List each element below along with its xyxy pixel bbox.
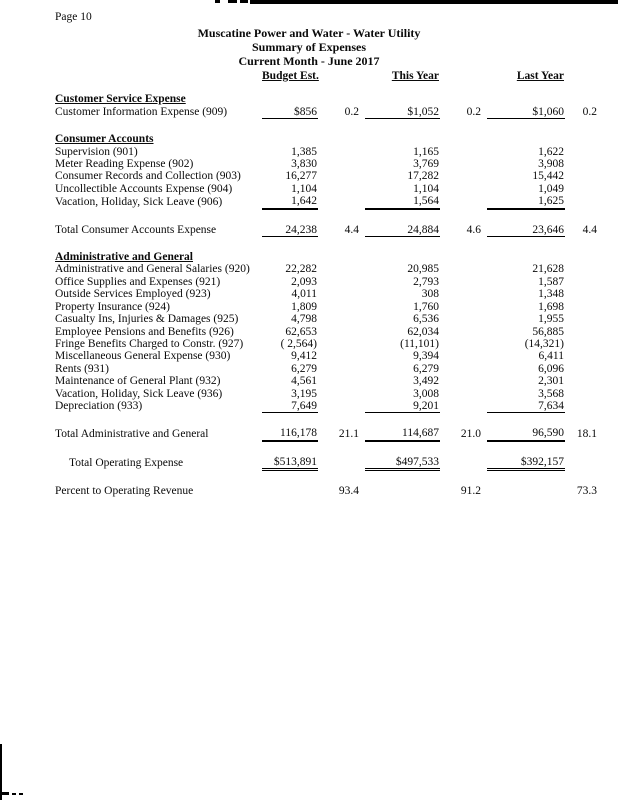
row-label: Uncollectible Accounts Expense (904) xyxy=(55,182,233,195)
budget-pct xyxy=(318,146,365,158)
this-year-pct xyxy=(440,170,487,182)
last-year-amount: 2,301 xyxy=(538,375,564,388)
spacer-row xyxy=(55,470,603,486)
budget-pct xyxy=(318,400,365,413)
this-year-pct: 91.2 xyxy=(460,485,481,498)
budget-amount xyxy=(262,485,318,497)
this-year-amount xyxy=(365,133,440,145)
table-row xyxy=(55,388,603,400)
spacer-cell xyxy=(55,413,603,428)
row-label: Administrative and General xyxy=(55,251,193,264)
row-label: Employee Pensions and Benefits (926) xyxy=(55,325,234,338)
table-row xyxy=(55,263,603,275)
budget-amount: 1,104 xyxy=(291,182,317,195)
this-year-amount: 2,793 xyxy=(413,275,439,288)
this-year-pct xyxy=(440,276,487,288)
report-title: Muscatine Power and Water - Water Utility xyxy=(197,26,421,40)
last-year-pct: 0.2 xyxy=(582,106,597,119)
this-year-amount: 3,769 xyxy=(413,158,439,171)
last-year-pct xyxy=(565,93,603,105)
this-year-amount: 1,564 xyxy=(365,195,440,208)
last-year-pct xyxy=(565,456,603,470)
last-year-amount: 21,628 xyxy=(532,263,564,276)
last-year-pct xyxy=(565,375,603,387)
this-year-amount xyxy=(365,485,440,497)
budget-pct: 93.4 xyxy=(338,485,359,498)
this-year-pct xyxy=(440,183,487,195)
row-label: Meter Reading Expense (902) xyxy=(55,158,194,171)
last-year-pct xyxy=(565,400,603,413)
last-year-amount: 1,348 xyxy=(538,288,564,301)
this-year-pct-column-header xyxy=(440,70,487,82)
spacer-row xyxy=(55,209,603,224)
last-year-amount: 3,568 xyxy=(538,387,564,400)
budget-pct xyxy=(318,276,365,288)
this-year-pct xyxy=(440,375,487,387)
table-row xyxy=(55,313,603,325)
budget-pct xyxy=(318,170,365,182)
budget-amount: $513,891 xyxy=(262,456,318,470)
row-label: Outside Services Employed (923) xyxy=(55,288,211,301)
spacer-row xyxy=(55,413,603,428)
this-year-amount: 1,104 xyxy=(413,182,439,195)
label-column-header xyxy=(55,70,262,82)
row-label: Consumer Accounts xyxy=(55,133,154,146)
row-label: Total Administrative and General xyxy=(55,427,209,440)
table-row xyxy=(55,338,603,350)
this-year-pct xyxy=(440,158,487,170)
budget-amount: 116,178 xyxy=(262,427,318,440)
budget-amount: 1,809 xyxy=(291,300,317,313)
this-year-pct xyxy=(440,400,487,413)
last-year-amount xyxy=(487,485,565,497)
last-year-amount: 6,411 xyxy=(538,350,564,363)
last-year-amount: 1,049 xyxy=(538,182,564,195)
this-year-pct: 4.6 xyxy=(466,223,481,236)
budget-pct xyxy=(318,313,365,325)
spacer-cell xyxy=(55,119,603,134)
table-row xyxy=(55,146,603,158)
this-year-pct xyxy=(440,263,487,275)
row-label: Depreciation (933) xyxy=(55,400,143,413)
budget-pct xyxy=(318,301,365,313)
this-year-pct: 21.0 xyxy=(460,427,481,440)
budget-amount: 4,798 xyxy=(291,313,317,326)
section-heading-row xyxy=(55,133,603,145)
last-year-pct xyxy=(565,338,603,350)
budget-pct xyxy=(318,195,365,208)
spacer-row xyxy=(55,119,603,134)
last-year-pct xyxy=(565,288,603,300)
budget-amount: 22,282 xyxy=(285,263,317,276)
this-year-amount: 3,008 xyxy=(413,387,439,400)
this-year-amount: 308 xyxy=(421,288,439,301)
row-label: Office Supplies and Expenses (921) xyxy=(55,275,221,288)
this-year-amount: 3,492 xyxy=(413,375,439,388)
page-number: Page 10 xyxy=(55,11,92,23)
last-year-amount: 7,634 xyxy=(487,400,565,413)
this-year-amount xyxy=(365,251,440,263)
row-label: Rents (931) xyxy=(55,362,109,375)
budget-amount xyxy=(262,251,318,263)
table-row xyxy=(55,456,603,470)
this-year-amount: 9,394 xyxy=(413,350,439,363)
last-year-pct xyxy=(565,146,603,158)
spacer-row xyxy=(55,441,603,456)
table-row xyxy=(55,195,603,208)
row-label: Supervision (901) xyxy=(55,145,138,158)
last-year-pct: 4.4 xyxy=(582,223,597,236)
this-year-amount: 1,165 xyxy=(413,145,439,158)
row-label: Maintenance of General Plant (932) xyxy=(55,375,221,388)
last-year-pct: 18.1 xyxy=(576,427,597,440)
this-year-amount: 62,034 xyxy=(407,325,439,338)
last-year-pct xyxy=(565,158,603,170)
last-year-amount: 96,590 xyxy=(487,427,565,440)
last-year-pct xyxy=(565,251,603,263)
expense-table-body xyxy=(55,93,603,497)
budget-pct xyxy=(318,288,365,300)
last-year-amount: 15,442 xyxy=(532,170,564,183)
section-heading-row xyxy=(55,93,603,105)
this-year-amount: $1,052 xyxy=(365,106,440,119)
table-row xyxy=(55,350,603,362)
last-year-amount: 56,885 xyxy=(532,325,564,338)
table-row xyxy=(55,375,603,387)
this-year-column-header: This Year xyxy=(391,70,439,82)
budget-pct xyxy=(318,326,365,338)
this-year-amount: 17,282 xyxy=(407,170,439,183)
budget-pct xyxy=(318,251,365,263)
this-year-pct xyxy=(440,288,487,300)
budget-pct: 21.1 xyxy=(338,427,359,440)
row-label: Vacation, Holiday, Sick Leave (936) xyxy=(55,387,223,400)
budget-amount xyxy=(262,133,318,145)
budget-pct xyxy=(318,375,365,387)
last-year-pct-column-header xyxy=(565,70,603,82)
budget-amount: 4,561 xyxy=(291,375,317,388)
spacer-row xyxy=(55,82,603,93)
column-header-row xyxy=(55,70,603,82)
this-year-amount: 6,279 xyxy=(413,362,439,375)
last-year-amount: 1,625 xyxy=(487,195,565,208)
row-label: Percent to Operating Revenue xyxy=(55,485,194,498)
this-year-pct xyxy=(440,338,487,350)
spacer-cell xyxy=(55,209,603,224)
table-row xyxy=(55,288,603,300)
table-row xyxy=(55,326,603,338)
scan-artifact-top-dash xyxy=(215,0,220,3)
this-year-pct xyxy=(440,195,487,208)
last-year-pct xyxy=(565,276,603,288)
report-title-block xyxy=(0,26,618,68)
this-year-amount: 9,201 xyxy=(365,400,440,413)
last-year-amount: 3,908 xyxy=(538,158,564,171)
budget-pct xyxy=(318,183,365,195)
budget-column-header: Budget Est. xyxy=(262,70,319,82)
this-year-pct xyxy=(440,146,487,158)
budget-pct xyxy=(318,158,365,170)
last-year-pct: 73.3 xyxy=(576,485,597,498)
last-year-amount xyxy=(487,133,565,145)
last-year-pct xyxy=(565,133,603,145)
scan-artifact-bottom-dot xyxy=(19,793,23,795)
last-year-pct xyxy=(565,313,603,325)
this-year-pct xyxy=(440,93,487,105)
table-row xyxy=(55,183,603,195)
scan-artifact-bottom-dot xyxy=(12,793,16,795)
row-label: Customer Service Expense xyxy=(55,93,186,106)
last-year-amount xyxy=(487,251,565,263)
this-year-pct xyxy=(440,363,487,375)
budget-amount: 3,830 xyxy=(291,158,317,171)
budget-amount: 6,279 xyxy=(291,362,317,375)
this-year-amount: 6,536 xyxy=(413,313,439,326)
last-year-pct xyxy=(565,195,603,208)
this-year-pct xyxy=(440,313,487,325)
scan-artifact-top-dash xyxy=(228,0,237,3)
last-year-amount: 1,955 xyxy=(538,313,564,326)
spacer-cell xyxy=(55,441,603,456)
budget-amount: 7,649 xyxy=(262,400,318,413)
last-year-amount: $392,157 xyxy=(487,456,565,470)
expense-table xyxy=(55,70,603,498)
budget-amount: 24,238 xyxy=(262,224,318,237)
last-year-pct xyxy=(565,350,603,362)
spacer-cell xyxy=(55,237,603,252)
budget-pct xyxy=(318,350,365,362)
last-year-amount xyxy=(487,93,565,105)
table-row xyxy=(55,427,603,440)
budget-amount: 3,195 xyxy=(291,387,317,400)
this-year-pct xyxy=(440,133,487,145)
row-label: Casualty Ins, Injuries & Damages (925) xyxy=(55,313,239,326)
table-row xyxy=(55,158,603,170)
last-year-amount: 1,622 xyxy=(538,145,564,158)
last-year-amount: 1,698 xyxy=(538,300,564,313)
row-label: Customer Information Expense (909) xyxy=(55,106,228,119)
row-label: Administrative and General Salaries (920) xyxy=(55,263,250,276)
table-row xyxy=(55,170,603,182)
last-year-pct xyxy=(565,363,603,375)
last-year-pct xyxy=(565,326,603,338)
last-year-amount: (14,321) xyxy=(524,337,564,350)
table-row xyxy=(55,400,603,413)
this-year-amount: (11,101) xyxy=(400,337,439,350)
this-year-amount: 1,760 xyxy=(413,300,439,313)
budget-pct xyxy=(318,456,365,470)
row-label: Miscellaneous General Expense (930) xyxy=(55,350,231,363)
row-label: Total Consumer Accounts Expense xyxy=(55,223,217,236)
budget-pct: 0.2 xyxy=(344,106,359,119)
budget-pct xyxy=(318,363,365,375)
scan-artifact-top-bar xyxy=(250,0,618,4)
this-year-amount: 24,884 xyxy=(365,224,440,237)
scan-artifact-bottom-dash xyxy=(0,792,9,795)
last-year-column-header: Last Year xyxy=(516,70,564,82)
this-year-amount: 114,687 xyxy=(365,427,440,440)
last-year-pct xyxy=(565,170,603,182)
budget-pct xyxy=(318,93,365,105)
this-year-amount: $497,533 xyxy=(365,456,440,470)
row-label: Consumer Records and Collection (903) xyxy=(55,170,241,183)
budget-amount: 9,412 xyxy=(291,350,317,363)
budget-pct: 4.4 xyxy=(344,223,359,236)
this-year-pct xyxy=(440,388,487,400)
this-year-pct xyxy=(440,301,487,313)
section-heading-row xyxy=(55,251,603,263)
table-row xyxy=(55,301,603,313)
budget-amount: 1,385 xyxy=(291,145,317,158)
budget-pct xyxy=(318,133,365,145)
spacer-cell xyxy=(55,470,603,486)
budget-amount: 2,093 xyxy=(291,275,317,288)
budget-amount xyxy=(262,93,318,105)
last-year-amount: $1,060 xyxy=(487,106,565,119)
budget-pct-column-header xyxy=(318,70,365,82)
last-year-pct xyxy=(565,263,603,275)
this-year-pct xyxy=(440,350,487,362)
budget-pct xyxy=(318,388,365,400)
report-period: Current Month - June 2017 xyxy=(238,54,380,68)
table-row xyxy=(55,106,603,119)
budget-amount: 62,653 xyxy=(285,325,317,338)
this-year-pct xyxy=(440,326,487,338)
budget-amount: 1,642 xyxy=(262,195,318,208)
budget-pct xyxy=(318,338,365,350)
last-year-amount: 6,096 xyxy=(538,362,564,375)
this-year-pct xyxy=(440,251,487,263)
budget-amount: 16,277 xyxy=(285,170,317,183)
last-year-amount: 1,587 xyxy=(538,275,564,288)
table-row xyxy=(55,276,603,288)
this-year-amount: 20,985 xyxy=(407,263,439,276)
last-year-pct xyxy=(565,301,603,313)
row-label: Property Insurance (924) xyxy=(55,300,170,313)
table-row xyxy=(55,485,603,497)
this-year-pct xyxy=(440,456,487,470)
row-label: Vacation, Holiday, Sick Leave (906) xyxy=(55,195,223,208)
budget-pct xyxy=(318,263,365,275)
last-year-pct xyxy=(565,183,603,195)
last-year-pct xyxy=(565,388,603,400)
spacer-row xyxy=(55,237,603,252)
table-row xyxy=(55,224,603,237)
report-subtitle: Summary of Expenses xyxy=(251,40,366,54)
row-label: Total Operating Expense xyxy=(69,456,184,469)
budget-amount: 4,011 xyxy=(291,288,317,301)
budget-amount: ( 2,564) xyxy=(280,337,317,350)
this-year-pct: 0.2 xyxy=(466,106,481,119)
row-label: Fringe Benefits Charged to Constr. (927) xyxy=(55,337,244,350)
budget-amount: $856 xyxy=(262,106,318,119)
table-row xyxy=(55,363,603,375)
this-year-amount xyxy=(365,93,440,105)
last-year-amount: 23,646 xyxy=(487,224,565,237)
scan-artifact-top-dash xyxy=(240,0,248,3)
